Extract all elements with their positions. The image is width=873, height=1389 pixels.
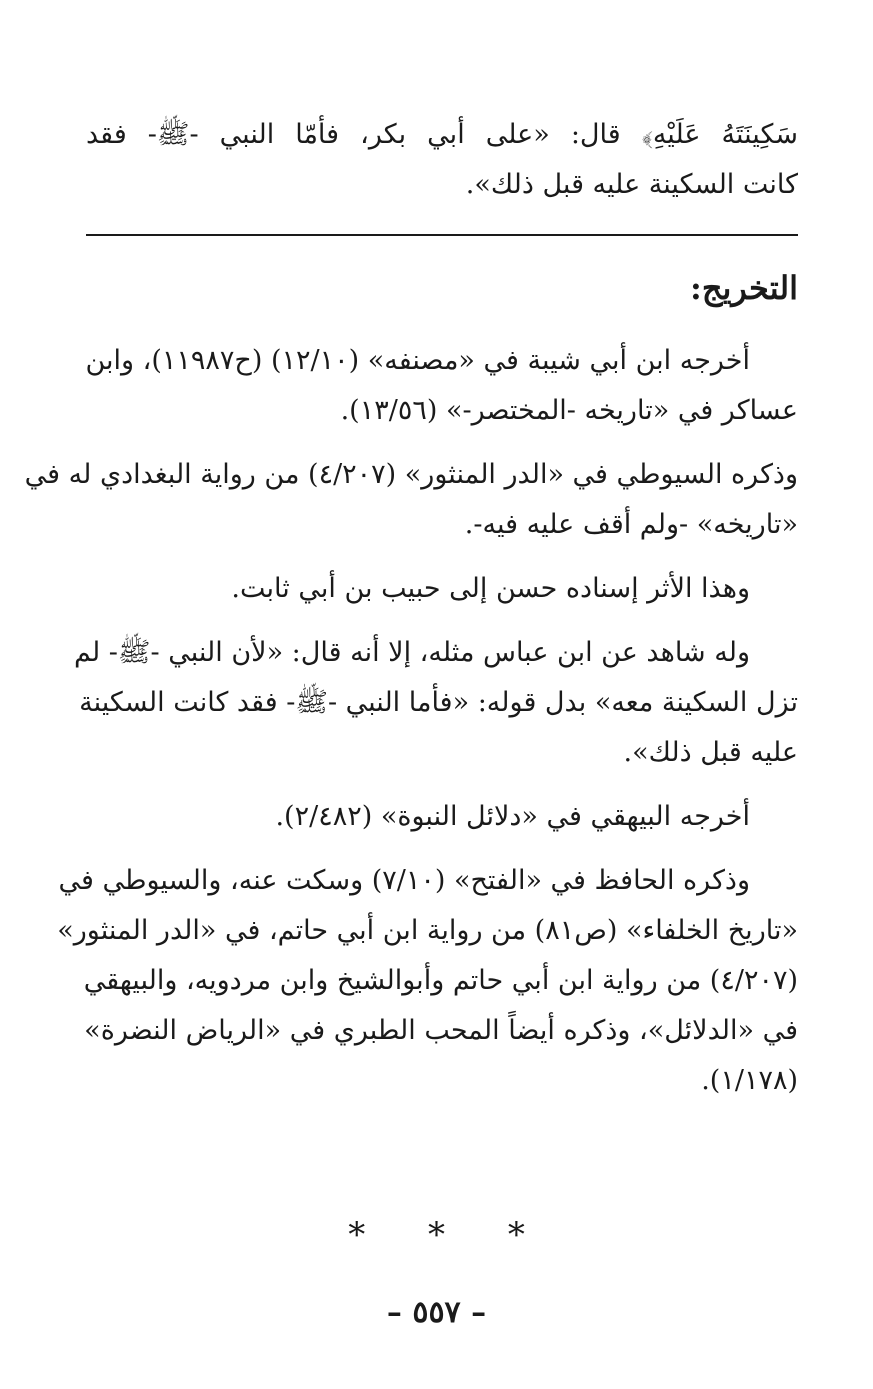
text-line: «تاريخه» -ولم أقف عليه فيه-. <box>464 509 798 540</box>
star-ornament: * <box>428 1215 445 1255</box>
star-ornament: * <box>348 1215 366 1255</box>
text-line: أخرجه البيهقي في «دلائل النبوة» (٢/٤٨٢). <box>275 801 750 832</box>
text-line: أخرجه ابن أبي شيبة في «مصنفه» (١٢/١٠) (ح١١٩٨٧)، وابن <box>85 345 750 376</box>
text-line: سَكِينَتَهُ عَلَيْهِ﴾ قال: «على أبي بكر، فأمّا النبي -ﷺ- فقد <box>86 119 798 150</box>
star-ornament: * <box>507 1215 525 1255</box>
text-line: وذكره الحافظ في «الفتح» (٧/١٠) وسكت عنه، والسيوطي في <box>58 865 750 896</box>
text-line: في «الدلائل»، وذكره أيضاً المحب الطبري في «الرياض النضرة» <box>84 1015 798 1046</box>
footnote-divider <box>86 234 798 236</box>
section-separator-stars <box>0 1215 873 1255</box>
text-line: (١/١٧٨). <box>701 1065 798 1096</box>
paragraph <box>86 564 798 614</box>
section-heading: التخريج: <box>690 269 798 307</box>
page-number: – ٥٥٧ – <box>386 1295 487 1330</box>
text-line: عساكر في «تاريخه -المختصر-» (١٣/٥٦). <box>340 395 798 426</box>
paragraph <box>74 628 798 778</box>
text-line: وذكره السيوطي في «الدر المنثور» (٤/٢٠٧) من رواية البغدادي له في <box>24 459 798 490</box>
paragraph <box>86 792 798 842</box>
paragraph <box>86 336 798 436</box>
page-content <box>24 110 798 1120</box>
text-line: وله شاهد عن ابن عباس مثله، إلا أنه قال: «لأن النبي -ﷺ- لم <box>74 637 750 668</box>
text-line: (٤/٢٠٧) من رواية ابن أبي حاتم وأبوالشيخ وابن مردويه، والبيهقي <box>83 965 798 996</box>
text-line: «تاريخ الخلفاء» (ص٨١) من رواية ابن أبي حاتم، في «الدر المنثور» <box>57 915 798 946</box>
text-line: وهذا الأثر إسناده حسن إلى حبيب بن أبي ثابت. <box>231 573 750 604</box>
text-line: عليه قبل ذلك». <box>623 737 798 768</box>
text-line: كانت السكينة عليه قبل ذلك». <box>465 169 798 200</box>
top-verse-block <box>86 110 798 210</box>
paragraph <box>57 856 798 1106</box>
paragraph <box>24 450 798 550</box>
text-line: تزل السكينة معه» بدل قوله: «فأما النبي -ﷺ- فقد كانت السكينة <box>79 687 798 718</box>
